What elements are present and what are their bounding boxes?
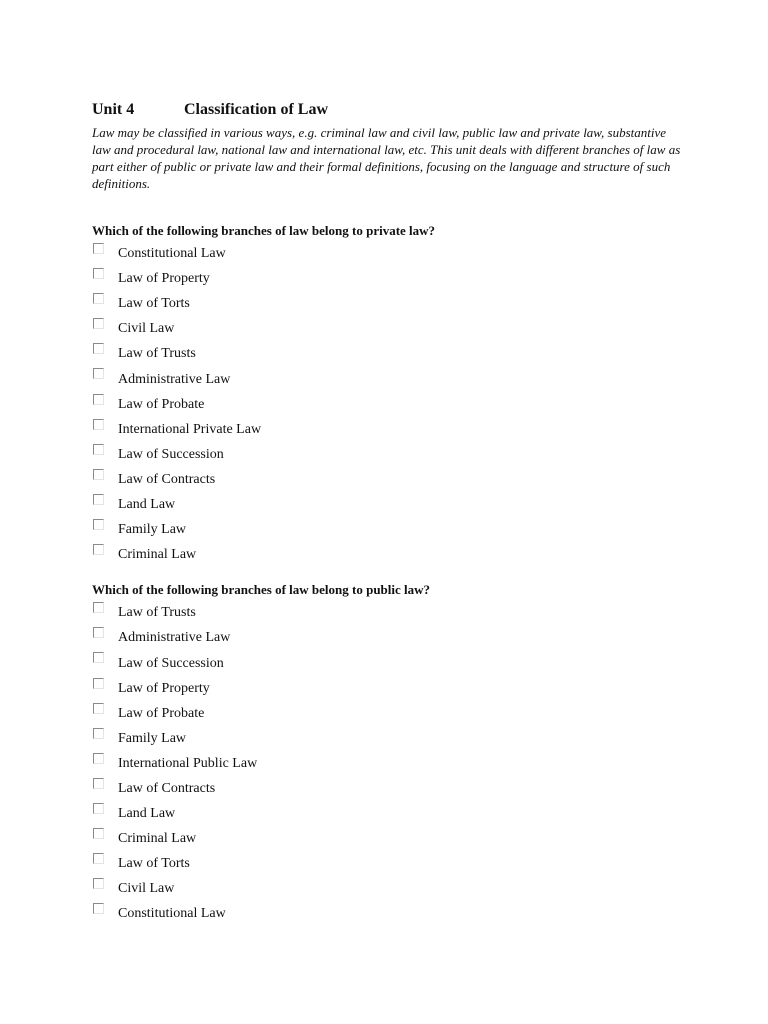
option-label: Civil Law [118, 321, 175, 337]
option-label: Land Law [118, 806, 176, 822]
public-law-checkbox[interactable] [93, 853, 104, 864]
unit-heading [92, 100, 692, 120]
public-law-checkbox[interactable] [93, 828, 104, 839]
public-law-checkbox[interactable] [93, 703, 104, 714]
private-law-checkbox[interactable] [93, 544, 104, 555]
public-law-checkbox[interactable] [93, 753, 104, 764]
private-law-checkbox[interactable] [93, 293, 104, 304]
checkbox-option [92, 490, 692, 515]
option-label: Family Law [118, 730, 187, 746]
checkbox-option [92, 674, 692, 699]
option-label: Law of Property [118, 271, 210, 287]
checkbox-option [92, 749, 692, 774]
option-label: Administrative Law [118, 630, 231, 646]
public-law-checkbox[interactable] [93, 602, 104, 613]
option-label: Criminal Law [118, 831, 197, 847]
public-law-checkbox[interactable] [93, 728, 104, 739]
option-label: Family Law [118, 522, 187, 538]
checkbox-option [92, 465, 692, 490]
checkbox-option [92, 648, 692, 673]
checkbox-option [92, 540, 692, 565]
checkbox-option [92, 724, 692, 749]
private-law-checkbox[interactable] [93, 243, 104, 254]
checkbox-option [92, 264, 692, 289]
private-law-checkbox[interactable] [93, 268, 104, 279]
private-law-options [92, 239, 692, 565]
private-law-checkbox[interactable] [93, 419, 104, 430]
option-label: Land Law [118, 497, 176, 513]
checkbox-option [92, 415, 692, 440]
unit-number: Unit 4 [92, 101, 135, 118]
option-label: Civil Law [118, 881, 175, 897]
public-law-checkbox[interactable] [93, 778, 104, 789]
checkbox-option [92, 314, 692, 339]
checkbox-option [92, 699, 692, 724]
option-label: Law of Trusts [118, 605, 196, 621]
private-law-checkbox[interactable] [93, 494, 104, 505]
option-label: Law of Torts [118, 296, 190, 312]
private-law-checkbox[interactable] [93, 343, 104, 354]
document-page [92, 100, 692, 924]
option-label: Law of Succession [118, 655, 224, 671]
checkbox-option [92, 390, 692, 415]
option-label: Constitutional Law [118, 246, 226, 262]
option-label: Administrative Law [118, 371, 231, 387]
private-law-checkbox[interactable] [93, 519, 104, 530]
option-label: Law of Torts [118, 856, 190, 872]
question-private-law: Which of the following branches of law belong to private law? [92, 223, 436, 238]
checkbox-option [92, 289, 692, 314]
checkbox-option [92, 774, 692, 799]
option-label: Law of Succession [118, 446, 224, 462]
public-law-checkbox[interactable] [93, 678, 104, 689]
private-law-checkbox[interactable] [93, 444, 104, 455]
private-law-checkbox[interactable] [93, 368, 104, 379]
checkbox-option [92, 799, 692, 824]
option-label: Law of Probate [118, 396, 205, 412]
public-law-options [92, 598, 692, 924]
option-label: International Public Law [118, 755, 258, 771]
question-public-law: Which of the following branches of law belong to public law? [92, 582, 431, 598]
checkbox-option [92, 899, 692, 924]
public-law-checkbox[interactable] [93, 652, 104, 663]
checkbox-option [92, 623, 692, 648]
private-law-checkbox[interactable] [93, 469, 104, 480]
option-label: Law of Probate [118, 705, 205, 721]
checkbox-option [92, 364, 692, 389]
checkbox-option [92, 598, 692, 623]
checkbox-option [92, 440, 692, 465]
private-law-checkbox[interactable] [93, 318, 104, 329]
option-label: Law of Trusts [118, 346, 196, 362]
unit-title: Classification of Law [184, 101, 328, 118]
checkbox-option [92, 339, 692, 364]
option-label: Criminal Law [118, 547, 197, 563]
checkbox-option [92, 824, 692, 849]
option-label: Constitutional Law [118, 906, 226, 922]
option-label: Law of Property [118, 680, 210, 696]
checkbox-option [92, 849, 692, 874]
public-law-checkbox[interactable] [93, 903, 104, 914]
private-law-checkbox[interactable] [93, 394, 104, 405]
public-law-checkbox[interactable] [93, 878, 104, 889]
public-law-checkbox[interactable] [93, 627, 104, 638]
intro-paragraph: Law may be classified in various ways, e.g. criminal law and civil law, public law and private law, substantive law and procedural law, national law and international law, etc. This unit deals with different branches of law as part either of public or private law and their formal definitions, focusing on the language and structure of such definitions. [92, 125, 681, 191]
checkbox-option [92, 239, 692, 264]
option-label: International Private Law [118, 421, 262, 437]
option-label: Law of Contracts [118, 780, 216, 796]
checkbox-option [92, 515, 692, 540]
checkbox-option [92, 874, 692, 899]
public-law-checkbox[interactable] [93, 803, 104, 814]
option-label: Law of Contracts [118, 471, 216, 487]
